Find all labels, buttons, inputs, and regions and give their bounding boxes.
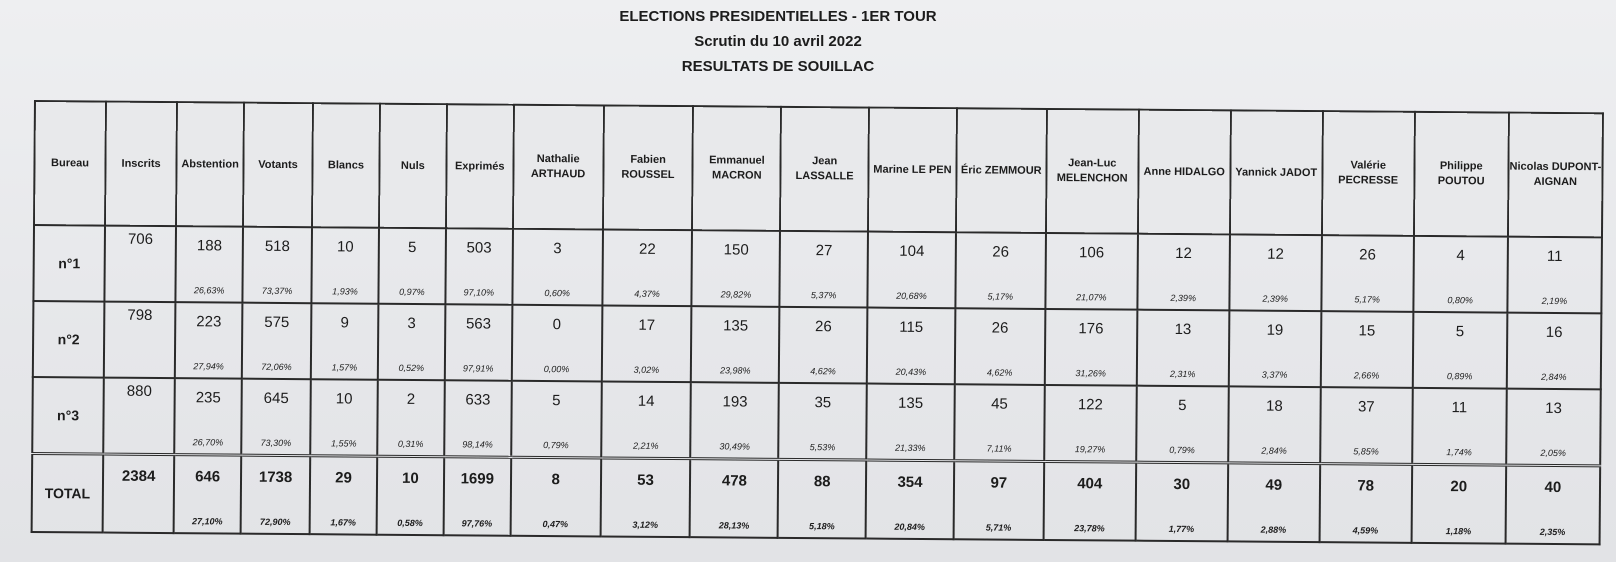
result-cell (1043, 461, 1136, 540)
result-cell (445, 304, 512, 381)
vote-percentage: 2,88% (1260, 524, 1287, 535)
vote-percentage: 73,30% (260, 437, 292, 449)
vote-percentage: 1,67% (330, 517, 356, 528)
result-cell (174, 378, 241, 455)
vote-count: 193 (722, 393, 748, 411)
inscrits-cell (103, 454, 175, 533)
vote-count: 633 (465, 391, 491, 409)
title-commune: RESULTATS DE SOUILLAC (681, 58, 875, 75)
result-cell (311, 303, 378, 380)
result-cell (867, 232, 955, 309)
vote-percentage: 1,57% (331, 362, 358, 373)
vote-count: 563 (465, 315, 492, 333)
column-header: Valérie PECRESSE (1322, 111, 1415, 236)
inscrits-cell (104, 226, 176, 303)
result-cell (1506, 389, 1601, 466)
vote-percentage: 27,10% (191, 516, 223, 527)
vote-count: 88 (813, 473, 831, 491)
vote-percentage: 0,47% (542, 519, 569, 530)
vote-percentage: 97,76% (461, 518, 493, 529)
vote-count: 19 (1266, 321, 1284, 339)
vote-percentage: 0,60% (544, 288, 570, 299)
title-election: ELECTIONS PRESIDENTIELLES - 1ER TOUR (619, 8, 937, 25)
vote-count: 49 (1265, 476, 1283, 494)
vote-count: 115 (899, 318, 924, 336)
vote-percentage: 98,14% (462, 439, 493, 450)
vote-percentage: 0,58% (397, 517, 423, 529)
vote-count: 16 (1545, 323, 1563, 342)
result-cell (1137, 310, 1230, 387)
vote-percentage: 20,84% (894, 521, 925, 533)
vote-count: 13 (1174, 320, 1192, 339)
result-cell (1411, 464, 1506, 543)
result-cell (1319, 464, 1412, 543)
result-cell (691, 382, 779, 459)
vote-percentage: 2,35% (1539, 526, 1566, 538)
vote-count: 14 (637, 392, 655, 410)
result-cell (444, 380, 511, 457)
vote-count: 27 (815, 242, 833, 260)
vote-percentage: 97,91% (462, 363, 494, 374)
result-cell (511, 381, 601, 458)
vote-count: 10 (335, 390, 353, 408)
vote-count: 645 (263, 389, 289, 408)
vote-percentage: 20,43% (895, 366, 927, 378)
vote-count: 20 (1450, 478, 1468, 496)
result-cell (1505, 465, 1600, 544)
result-cell (602, 229, 692, 306)
vote-count: 5 (407, 238, 417, 257)
vote-percentage: 5,17% (987, 291, 1014, 302)
result-cell (601, 305, 691, 382)
vote-count: 9 (340, 314, 349, 332)
vote-percentage: 4,59% (1352, 525, 1379, 536)
result-cell (866, 460, 954, 539)
vote-count: 404 (1077, 475, 1103, 493)
result-cell (954, 384, 1044, 461)
vote-count: 53 (637, 471, 654, 489)
bureau-label: n°1 (33, 225, 105, 302)
result-cell (778, 459, 866, 538)
title-date: Scrutin du 10 avril 2022 (694, 33, 862, 50)
result-cell (510, 457, 601, 536)
column-header: Blancs (312, 103, 380, 228)
result-cell (1137, 234, 1230, 311)
vote-percentage: 3,37% (1261, 369, 1288, 380)
result-cell (1320, 387, 1413, 464)
column-header: Jean LASSALLE (780, 107, 869, 232)
table-body (32, 225, 1602, 544)
vote-percentage: 5,53% (809, 442, 836, 453)
result-cell (1044, 385, 1137, 462)
column-header: Anne HIDALGO (1138, 110, 1231, 235)
bureau-label: TOTAL (32, 453, 104, 532)
vote-count: 13 (1545, 399, 1562, 418)
vote-percentage: 1,74% (1446, 447, 1472, 458)
inscrits-cell (103, 378, 175, 455)
column-header: Nuls (379, 104, 447, 229)
vote-count: 503 (466, 239, 492, 257)
result-cell (175, 302, 242, 379)
result-cell (1045, 233, 1138, 310)
vote-percentage: 2,84% (1261, 445, 1287, 456)
bureau-label: n°3 (32, 377, 104, 454)
result-cell (311, 227, 378, 304)
vote-count: 4 (1456, 247, 1465, 265)
vote-percentage: 3,12% (632, 519, 659, 530)
column-header: Philippe POUTOU (1414, 112, 1509, 237)
column-header: Bureau (34, 101, 106, 226)
vote-count: 17 (638, 316, 656, 334)
vote-percentage: 2,19% (1541, 295, 1568, 307)
result-cell (955, 232, 1045, 309)
vote-percentage: 5,18% (809, 521, 835, 532)
column-header: Nathalie ARTHAUD (513, 105, 604, 230)
column-header: Éric ZEMMOUR (956, 108, 1047, 233)
vote-percentage: 31,26% (1075, 368, 1106, 379)
column-header: Yannick JADOT (1230, 110, 1323, 235)
vote-count: 176 (1078, 320, 1104, 338)
vote-percentage: 4,37% (634, 288, 660, 299)
result-cell (1321, 235, 1414, 312)
result-cell (445, 228, 512, 305)
vote-count: 518 (264, 237, 290, 256)
vote-count: 1738 (258, 468, 293, 487)
result-cell (1136, 386, 1229, 463)
vote-count: 22 (638, 240, 656, 258)
column-header: Marine LE PEN (868, 108, 957, 233)
result-cell (242, 303, 312, 380)
result-cell (443, 457, 511, 536)
vote-percentage: 20,68% (896, 290, 927, 302)
column-header: Inscrits (105, 102, 177, 227)
vote-percentage: 1,77% (1168, 523, 1195, 535)
vote-count: 5 (1178, 396, 1187, 415)
column-header: Exprimés (446, 104, 514, 229)
vote-count: 1699 (460, 470, 495, 488)
result-cell (691, 306, 779, 383)
vote-percentage: 0,79% (543, 440, 569, 451)
vote-percentage: 2,21% (633, 440, 659, 451)
vote-count: 78 (1357, 477, 1375, 495)
vote-count: 10 (401, 469, 419, 488)
vote-percentage: 2,31% (1169, 368, 1196, 380)
result-cell (310, 456, 378, 535)
vote-count: 5 (552, 392, 561, 410)
vote-count: 18 (1265, 397, 1283, 415)
total-row (32, 453, 1601, 544)
result-cell (779, 307, 867, 384)
inscrits-value: 706 (127, 230, 154, 248)
inscrits-value: 798 (127, 306, 153, 324)
column-header: Votants (243, 103, 313, 228)
result-cell (690, 459, 778, 538)
column-header: Jean-Luc MELENCHON (1046, 109, 1139, 234)
vote-percentage: 2,39% (1170, 292, 1197, 304)
vote-percentage: 0,79% (1169, 444, 1195, 456)
vote-percentage: 2,05% (1540, 447, 1566, 459)
result-cell (1413, 236, 1508, 313)
vote-percentage: 1,93% (332, 286, 358, 297)
vote-percentage: 0,97% (399, 286, 425, 298)
result-cell (866, 384, 954, 461)
vote-percentage: 5,37% (810, 290, 837, 301)
vote-count: 30 (1173, 475, 1191, 494)
column-header: Nicolas DUPONT-AIGNAN (1508, 113, 1603, 238)
table-row (32, 377, 1601, 466)
result-cell (1135, 462, 1228, 541)
vote-percentage: 21,33% (894, 442, 926, 454)
result-cell (1507, 237, 1602, 314)
result-cell (600, 458, 691, 537)
vote-count: 97 (990, 474, 1008, 492)
vote-percentage: 5,71% (985, 522, 1012, 533)
vote-percentage: 0,80% (1447, 295, 1474, 306)
vote-percentage: 5,17% (1354, 294, 1380, 305)
vote-count: 188 (196, 237, 223, 255)
result-cell (512, 229, 602, 306)
vote-percentage: 0,89% (1446, 371, 1473, 382)
vote-percentage: 2,39% (1262, 293, 1289, 304)
result-cell (242, 227, 312, 304)
vote-percentage: 19,27% (1074, 444, 1106, 455)
result-cell (1412, 312, 1507, 389)
results-table (31, 100, 1604, 545)
vote-percentage: 72,06% (261, 361, 292, 373)
vote-percentage: 0,00% (543, 364, 570, 375)
inscrits-value: 880 (126, 382, 152, 400)
result-cell (1229, 310, 1322, 387)
result-cell (1507, 313, 1602, 390)
vote-percentage: 26,63% (193, 285, 225, 296)
vote-count: 646 (195, 468, 221, 486)
vote-count: 40 (1544, 478, 1562, 497)
vote-count: 37 (1357, 398, 1375, 416)
result-cell (867, 308, 955, 385)
vote-count: 575 (264, 313, 290, 332)
result-cell (955, 308, 1045, 385)
result-cell (378, 304, 445, 381)
result-cell (241, 455, 311, 534)
column-header: Emmanuel MACRON (692, 106, 781, 231)
result-cell (377, 456, 445, 535)
vote-count: 8 (551, 471, 560, 489)
vote-count: 26 (992, 243, 1010, 261)
vote-count: 478 (721, 472, 747, 490)
vote-percentage: 72,90% (259, 516, 291, 528)
vote-percentage: 28,13% (718, 520, 750, 531)
result-cell (780, 231, 868, 308)
vote-percentage: 3,02% (633, 364, 660, 375)
vote-count: 235 (195, 389, 221, 407)
vote-count: 122 (1077, 396, 1103, 414)
vote-percentage: 7,11% (986, 443, 1012, 454)
result-cell (1229, 234, 1322, 311)
vote-count: 45 (991, 395, 1008, 413)
vote-count: 223 (196, 313, 222, 331)
vote-count: 11 (1546, 247, 1563, 266)
vote-count: 2 (406, 390, 416, 409)
vote-count: 135 (898, 394, 924, 412)
result-cell (241, 379, 311, 456)
document-header (0, 4, 1586, 79)
vote-percentage: 2,84% (1540, 371, 1567, 383)
vote-percentage: 1,55% (330, 438, 357, 449)
vote-percentage: 21,07% (1075, 292, 1107, 303)
result-cell (176, 226, 243, 303)
vote-percentage: 23,78% (1074, 523, 1105, 534)
inscrits-value: 2384 (121, 467, 156, 485)
result-cell (378, 228, 445, 305)
result-cell (377, 380, 444, 457)
vote-percentage: 30,49% (719, 441, 750, 452)
vote-count: 354 (897, 473, 923, 491)
vote-percentage: 5,85% (1353, 446, 1379, 457)
vote-count: 3 (553, 240, 562, 258)
vote-count: 26 (1359, 246, 1376, 264)
result-cell (1228, 386, 1321, 463)
result-cell (692, 230, 780, 307)
inscrits-cell (104, 302, 176, 379)
column-header: Abstention (176, 102, 244, 227)
vote-count: 150 (723, 241, 749, 259)
bureau-label: n°2 (33, 301, 105, 378)
result-cell (174, 455, 242, 534)
vote-count: 3 (407, 314, 416, 333)
vote-percentage: 2,66% (1353, 370, 1380, 381)
result-cell (1045, 309, 1138, 386)
vote-count: 5 (1455, 323, 1465, 341)
vote-percentage: 1,18% (1445, 526, 1472, 537)
header-row (34, 101, 1603, 237)
vote-percentage: 29,82% (720, 289, 752, 300)
vote-count: 106 (1079, 244, 1105, 262)
vote-count: 0 (552, 316, 562, 334)
vote-percentage: 23,98% (719, 365, 751, 376)
vote-percentage: 4,62% (986, 367, 1013, 378)
result-cell (1321, 311, 1414, 388)
table-row (33, 225, 1602, 313)
result-cell (778, 383, 866, 460)
vote-count: 15 (1358, 322, 1376, 340)
vote-count: 12 (1267, 245, 1284, 263)
vote-percentage: 0,52% (398, 362, 425, 374)
vote-count: 10 (336, 238, 354, 256)
vote-count: 104 (899, 242, 925, 260)
vote-percentage: 0,31% (397, 438, 424, 450)
vote-count: 26 (815, 318, 832, 336)
vote-percentage: 26,70% (192, 437, 224, 448)
vote-percentage: 27,94% (193, 361, 224, 372)
result-cell (1227, 463, 1320, 542)
column-header: Fabien ROUSSEL (603, 105, 694, 230)
table-row (33, 301, 1602, 389)
vote-count: 11 (1451, 399, 1468, 417)
result-cell (953, 461, 1044, 540)
result-cell (1412, 388, 1507, 465)
vote-count: 12 (1175, 244, 1192, 263)
vote-percentage: 97,10% (463, 287, 495, 298)
result-cell (310, 379, 377, 456)
vote-percentage: 73,37% (261, 285, 293, 297)
vote-count: 26 (991, 319, 1009, 337)
vote-count: 135 (723, 317, 749, 335)
vote-percentage: 4,62% (810, 366, 836, 377)
result-cell (601, 381, 691, 458)
result-cell (512, 305, 602, 382)
vote-count: 35 (814, 394, 832, 412)
vote-count: 29 (335, 469, 352, 487)
